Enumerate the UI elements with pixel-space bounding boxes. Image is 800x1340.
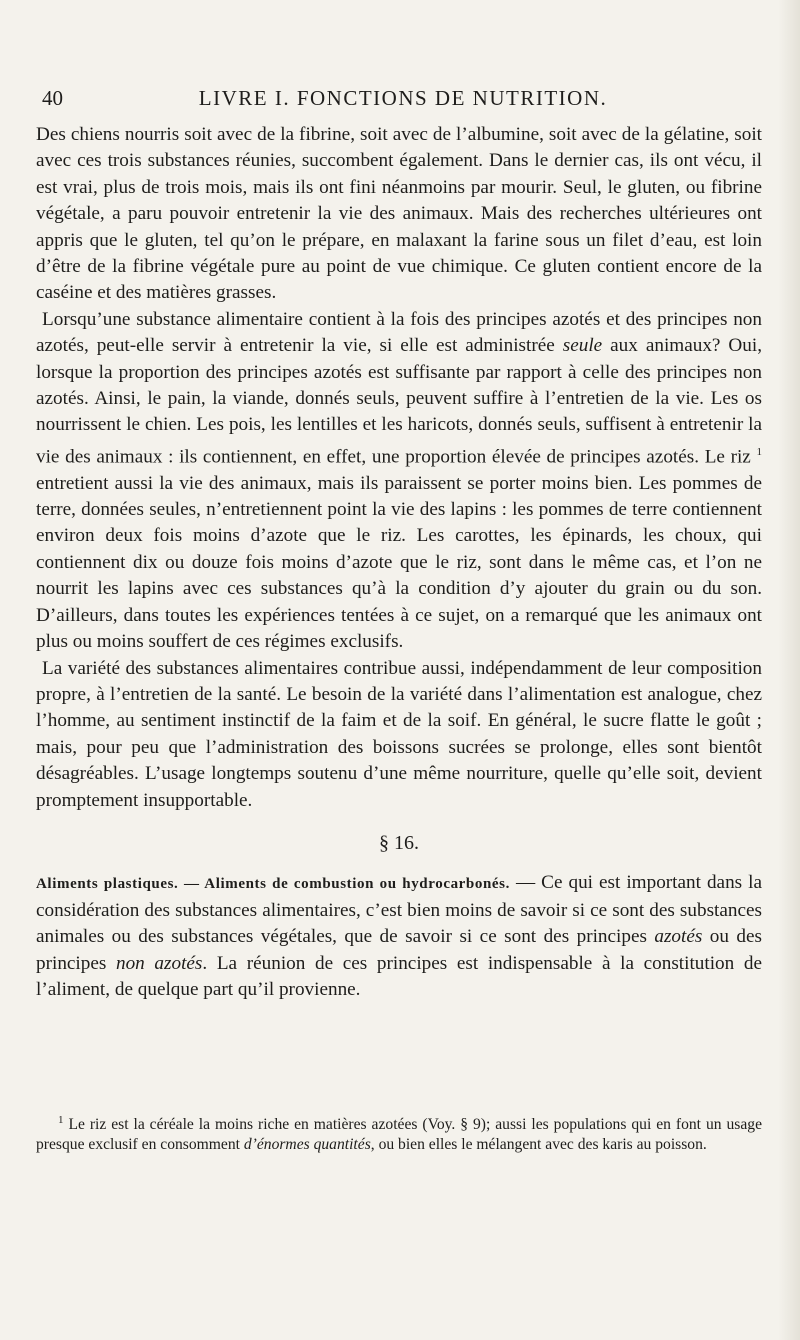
emphasis-seule: seule (562, 335, 603, 357)
page-number: 40 (42, 86, 63, 110)
page-header (30, 84, 776, 118)
paragraph-2: Lorsqu’une substance alimentaire contient à la fois des principes azotés et des principes non azotés, peut-elle servir à entretenir la vie, si elle est administrée seule aux animaux? Oui, lorsque la proportion des principes azotés est suffisante par rapport à celle des principes non azotés. Ainsi, le pain, la viande, donnés seuls, peuvent suffire à l’entretien de la vie. Les os nourrissent le chien. Les pois, les lentilles et les haricots, donnés seuls, suffisent à entretenir la vie des animaux : ils contiennent, en effet, une proportion élevée de principes azotés. Le riz $^1$ entretient aussi la vie des animaux, mais ils paraissent se porter moins bien. Les pommes de terre, données seules, n’entretiennent point la vie des lapins : les pommes de terre contiennent environ deux fois moins d’azote que le riz. Les carottes, les épinards, les choux, qui contiennent dix ou douze fois moins d’azote que le riz, sont dans le même cas, et l’on ne nourrit les lapins avec ces substances qu’à la condition d’y ajouter du grain ou du son. D’ailleurs, dans toutes les expériences tentées à ce sujet, on a remarqué que les animaux ont plus ou moins souffert de ces régimes exclusifs. (36, 308, 762, 653)
footnote-marker: 1 (58, 1114, 64, 1126)
book-page (30, 84, 776, 1340)
section-paragraph: Aliments plastiques. — Aliments de combustion ou hydrocarbonés. — Ce qui est important dans la considération des substances alimentaires, c’est bien moins de savoir si ce sont des substances animales ou des substances végétales, que de savoir si ce sont des principes azotés ou des principes non azotés. La réunion de ces principes est indispensable à la constitution de l’aliment, de quelque part qu’il provienne. (36, 872, 762, 1000)
footnote-reference: 1 (756, 445, 762, 458)
footnote: $^1$ Le riz est la céréale la moins riche en matières azotées (Voy. § 9); aussi les populations qui en font un usage presque exclusif en consomment d’énormes quantités, ou bien elles le mélangent avec des karis au poisson. (36, 1114, 762, 1154)
paragraph-1: Des chiens nourris soit avec de la fibrine, soit avec de l’albumine, soit avec de la gélatine, soit avec ces trois substances réunies, succombent également. Dans le dernier cas, ils ont vécu, il est vrai, plus de trois mois, mais ils ont fini néanmoins par mourir. Seul, le gluten, ou fibrine végétale, a paru pouvoir entretenir la vie des animaux. Mais des recherches ultérieures ont appris que le gluten, tel qu’on le prépare, en malaxant la farine sous un filet d’eau, est loin d’être de la fibrine végétale pure au point de vue chimique. Ce gluten contient encore de la caséine et des matières grasses. (36, 124, 762, 304)
page-edge-shadow (778, 0, 800, 1340)
paragraph-3: La variété des substances alimentaires contribue aussi, indépendamment de leur composition propre, à l’entretien de la santé. Le besoin de la variété dans l’alimentation est analogue, chez l’homme, au sentiment instinctif de la faim et de la soif. En général, le sucre flatte le goût ; mais, pour peu que l’administration des boissons sucrées se prolonge, elles sont bientôt désagréables. L’usage longtemps soutenu d’une même nourriture, quelle qu’elle soit, devient promptement insupportable. (36, 657, 762, 811)
section-number: § 16. (379, 831, 419, 854)
section-heading: Aliments plastiques. — Aliments de combustion ou hydrocarbonés. (36, 876, 510, 893)
running-head: LIVRE I. FONCTIONS DE NUTRITION. (198, 86, 608, 110)
main-text (36, 122, 762, 1003)
